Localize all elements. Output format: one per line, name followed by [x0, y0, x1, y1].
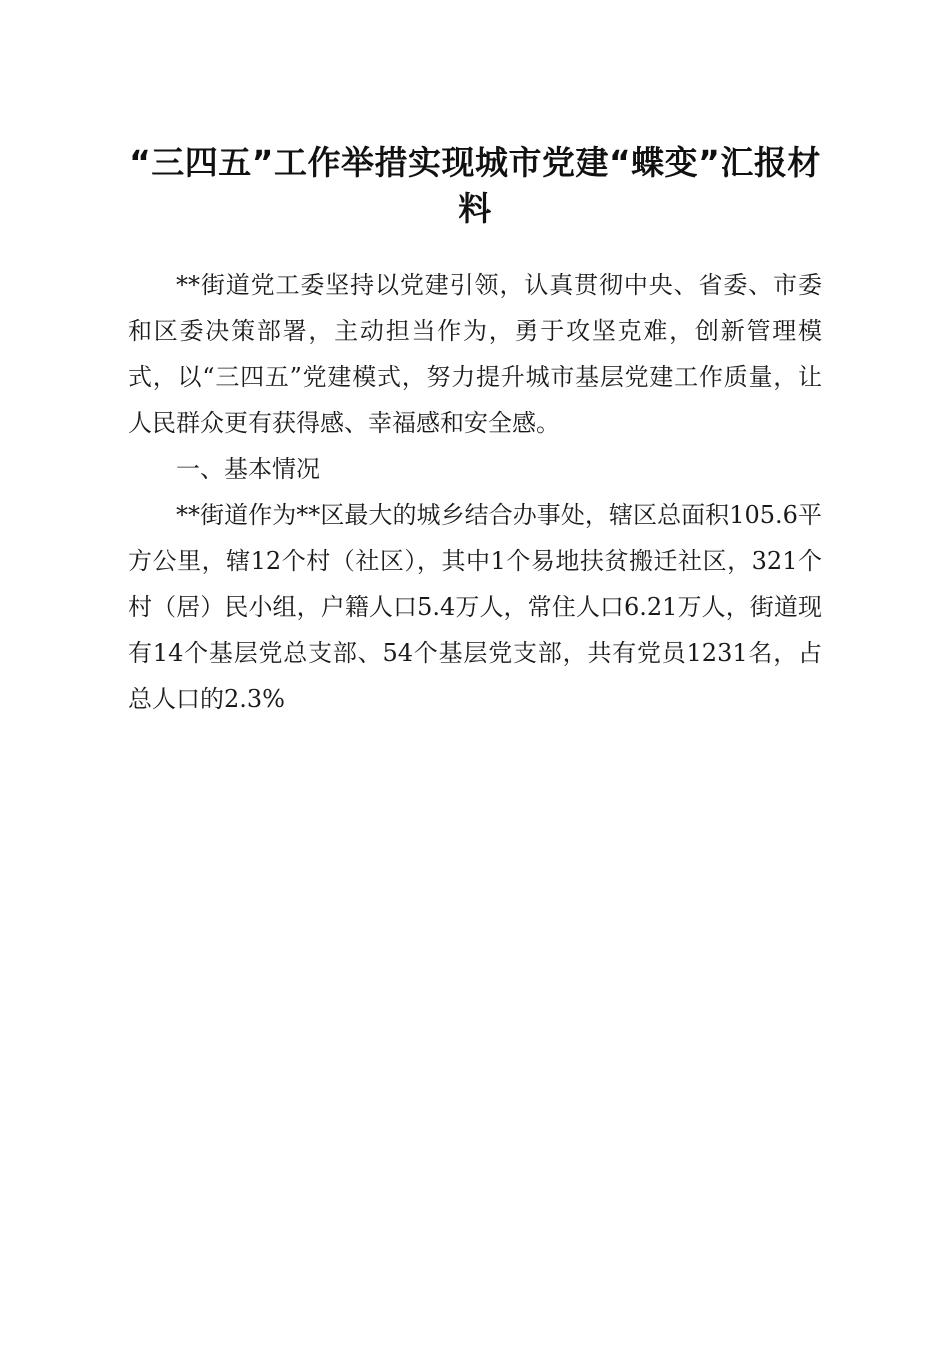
section-heading-basic-situation: 一、基本情况 — [176, 455, 320, 483]
document-title: “三四五”工作举措实现城市党建“蝶变”汇报材料 — [129, 143, 821, 228]
paragraph-basic-situation: **街道作为**区最大的城乡结合办事处，辖区总面积105.6平方公里，辖12个村（社区），其中1个易地扶贫搬迁社区，321个村（居）民小组，户籍人口5.4万人，常住人口6.21万人，街道现有14个基层党总支部、54个基层党支部，共有党员1231名，占总人口的2.3% — [128, 501, 822, 713]
document-body — [128, 262, 822, 722]
paragraph-intro: **街道党工委坚持以党建引领，认真贯彻中央、省委、市委和区委决策部署，主动担当作为，勇于攻坚克难，创新管理模式，以“三四五”党建模式，努力提升城市基层党建工作质量，让人民群众更有获得感、幸福感和安全感。 — [128, 271, 822, 437]
